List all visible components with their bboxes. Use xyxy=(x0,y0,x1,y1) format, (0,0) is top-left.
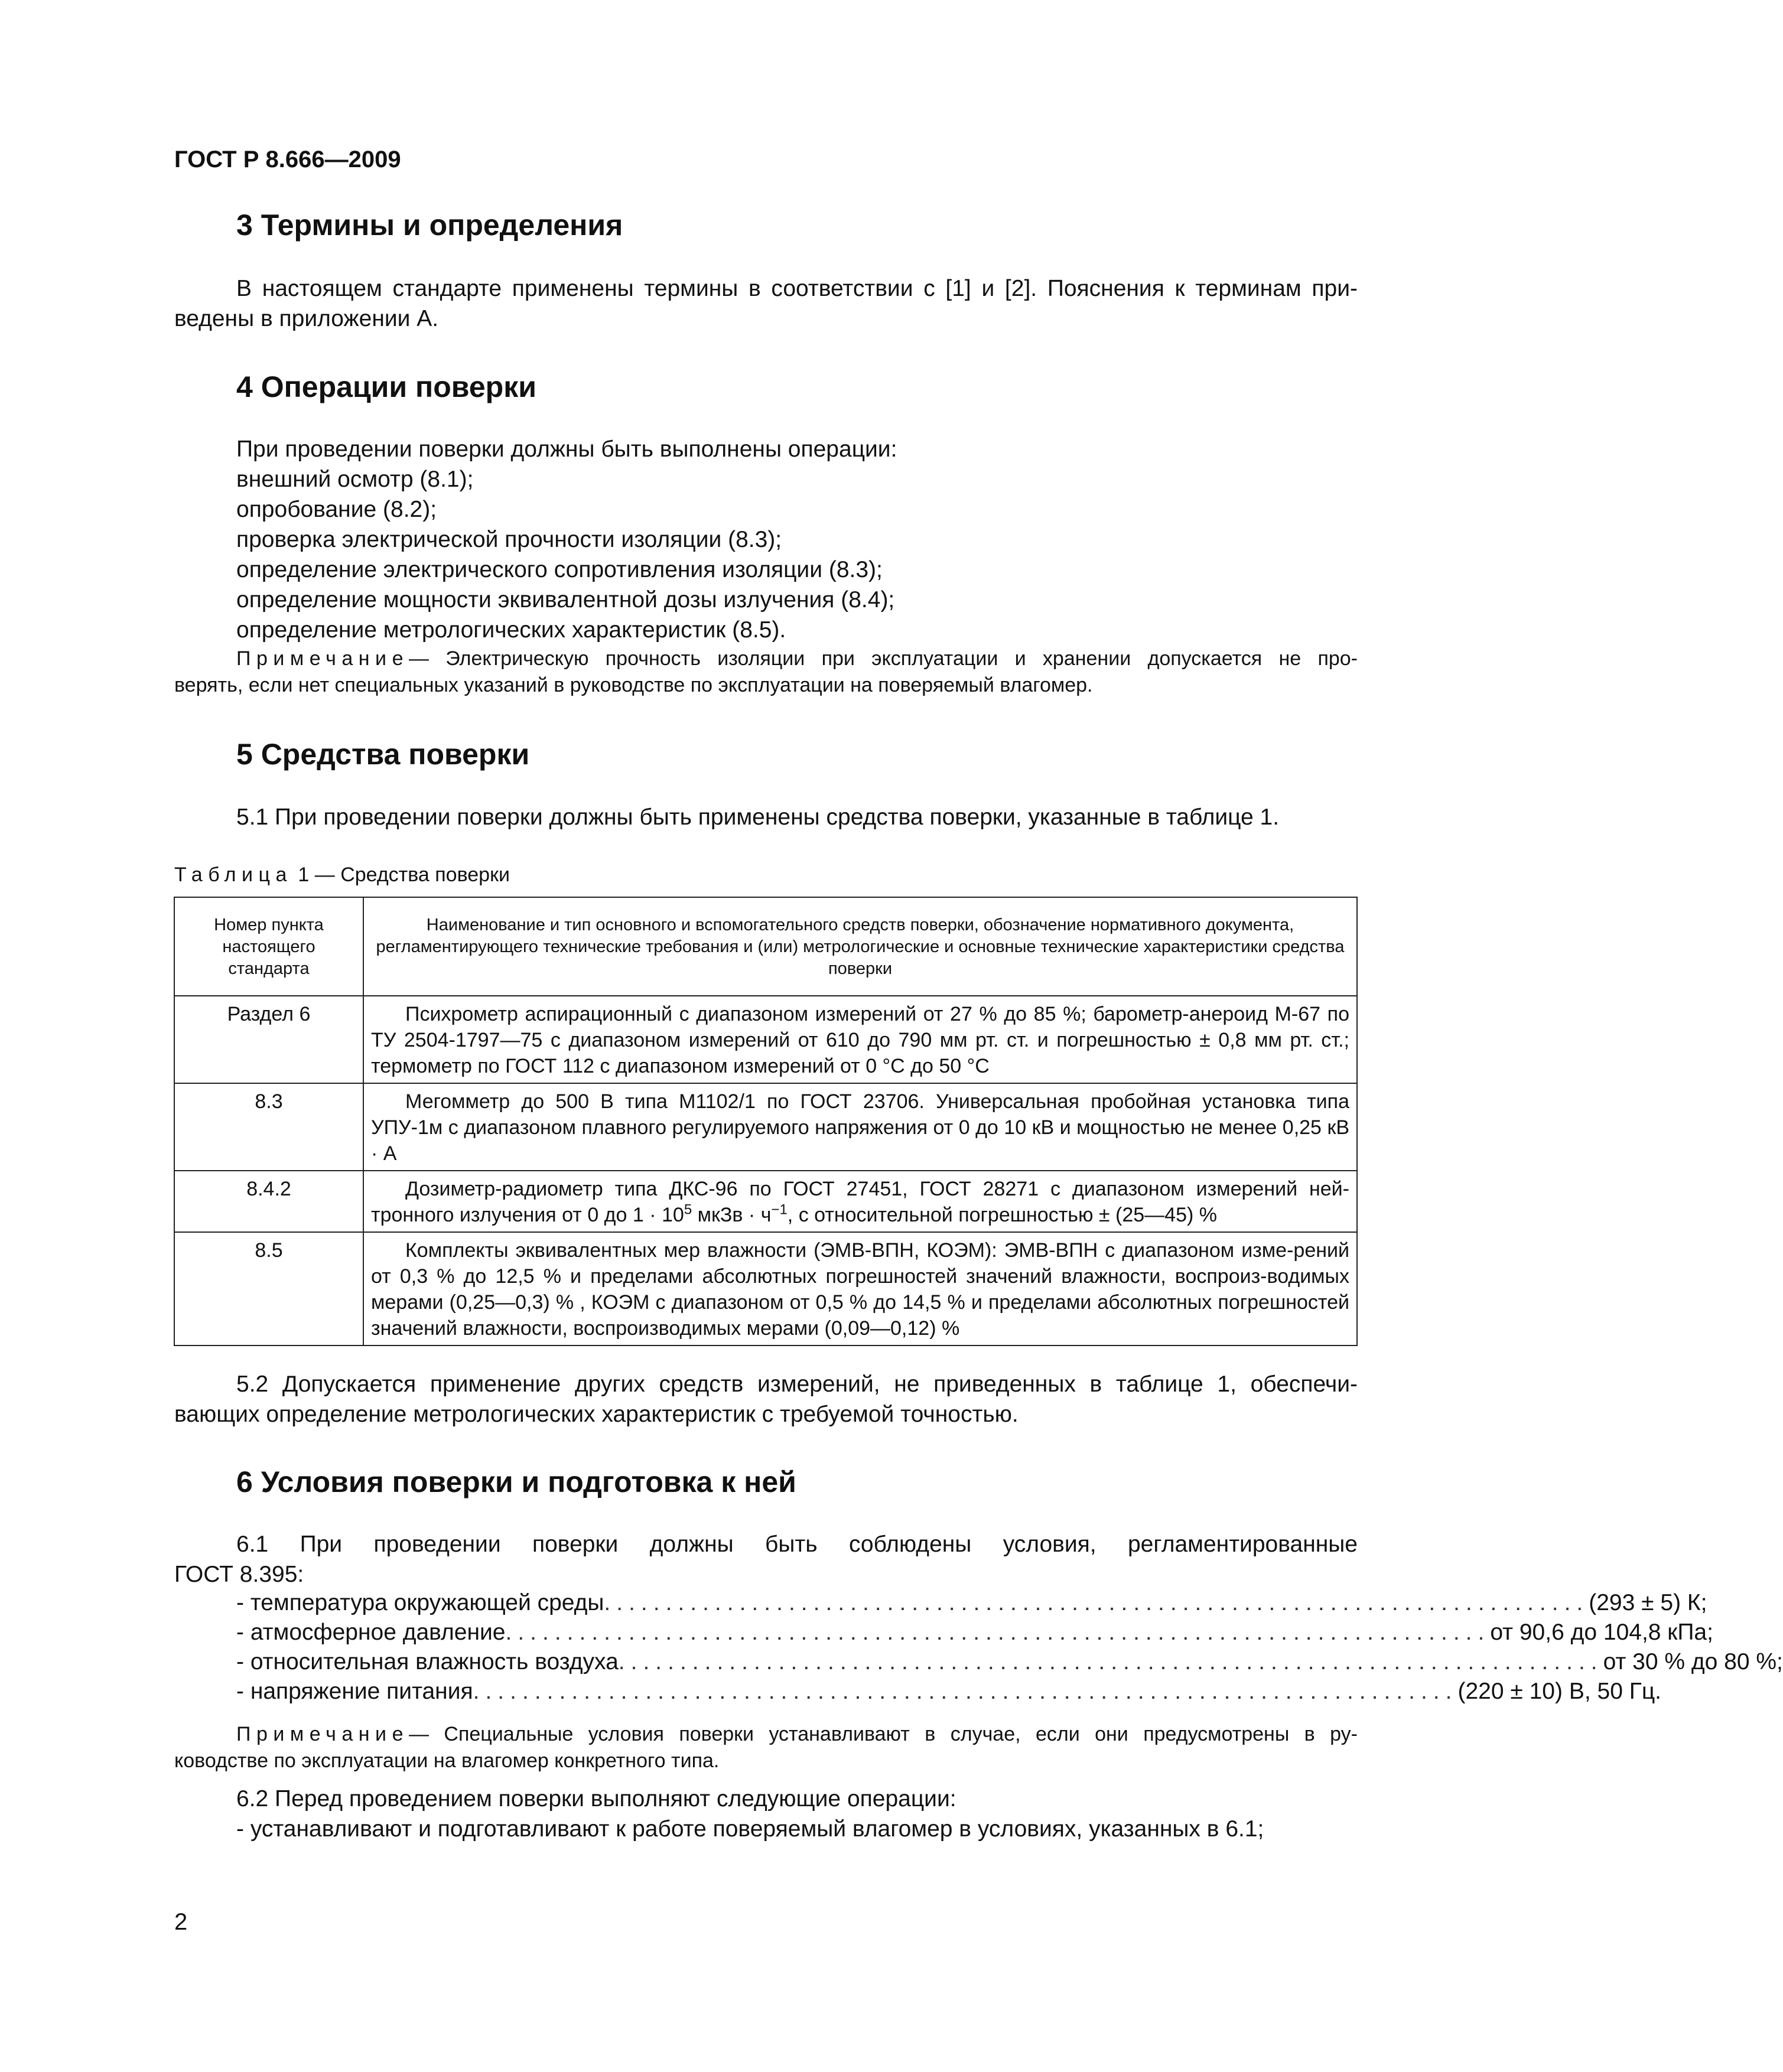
note-label: Примечание xyxy=(236,647,409,670)
dot-leader: ................................................................................ xyxy=(618,1649,1603,1674)
page-number: 2 xyxy=(174,1909,188,1935)
list-item: определение мощности эквивалентной дозы излучения (8.4); xyxy=(236,587,895,613)
section-5-1-paragraph: 5.1 При проведении поверки должны быть применены средства поверки, указанные в таблице 1. xyxy=(236,804,1280,830)
table-cell-number: Раздел 6 xyxy=(174,996,363,1083)
standard-header: ГОСТ Р 8.666—2009 xyxy=(174,146,401,172)
list-item: проверка электрической прочности изоляции (8.3); xyxy=(236,527,782,552)
condition-value: от 90,6 до 104,8 кПа; xyxy=(1490,1620,1713,1645)
section-5-2-line2: вающих определение метрологических характеристик с требуемой точностью. xyxy=(174,1402,1019,1427)
table-cell-text-content xyxy=(371,1176,1349,1228)
superscript: 5 xyxy=(684,1201,692,1218)
condition-row xyxy=(236,1647,1783,1677)
section-6-note-line1 xyxy=(236,1721,1358,1748)
table-caption-text: 1 — Средства поверки xyxy=(292,864,510,886)
section-5-heading: 5 Средства поверки xyxy=(236,738,530,771)
list-item: внешний осмотр (8.1); xyxy=(236,467,474,492)
table-row xyxy=(174,996,1357,1083)
list-item: опробование (8.2); xyxy=(236,497,437,522)
dot-leader: ................................................................................ xyxy=(505,1620,1491,1645)
table-row xyxy=(174,1083,1357,1171)
condition-value: от 30 % до 80 %; xyxy=(1603,1649,1783,1674)
section-6-1-line1: 6.1 При проведении поверки должны быть соблюдены условия, регламентированные xyxy=(236,1532,1358,1557)
note-label: Примечание xyxy=(236,1723,409,1745)
table-caption xyxy=(174,864,510,887)
condition-row xyxy=(236,1588,1707,1618)
section-3-paragraph-line1: В настоящем стандарте применены термины в соответствии с [1] и [2]. Пояснения к терминам при- xyxy=(236,276,1358,301)
table-header-description: Наименование и тип основного и вспомогательного средств поверки, обозначение нормативного документа, регламентирующего технические требования и (или) метрологические и основные технические характеристики средства поверки xyxy=(363,897,1357,996)
table-cell-number: 8.4.2 xyxy=(174,1171,363,1232)
table-cell-text-content: Мегомметр до 500 В типа М1102/1 по ГОСТ 23706. Универсальная пробойная установка типа УПУ-1м с диапазоном плавного регулируемого напряжения от 0 до 10 кВ и мощностью не менее 0,25 кВ · А xyxy=(371,1090,1349,1165)
section-6-1-line2: ГОСТ 8.395: xyxy=(174,1562,304,1587)
section-6-note-line2: ководстве по эксплуатации на влагомер конкретного типа. xyxy=(174,1750,720,1772)
condition-row xyxy=(236,1677,1662,1706)
cell-text-part: Дозиметр-радиометр типа ДКС-96 по ГОСТ 27451, ГОСТ 28271 с диапазоном измерений ней-тронного излучения от 0 до 1 · 10 xyxy=(371,1178,1349,1226)
table-cell-text xyxy=(363,996,1357,1083)
table-header-row xyxy=(174,897,1357,996)
condition-row xyxy=(236,1618,1713,1647)
list-item: определение электрического сопротивления изоляции (8.3); xyxy=(236,557,883,582)
table-caption-label: Таблица xyxy=(174,864,292,886)
table-cell-text xyxy=(363,1232,1357,1346)
section-6-2-item: - устанавливают и подготавливают к работе поверяемый влагомер в условиях, указанных в 6.1; xyxy=(236,1816,1264,1842)
table-row xyxy=(174,1232,1357,1346)
list-item: определение метрологических характеристик (8.5). xyxy=(236,617,786,643)
verification-means-table xyxy=(174,897,1358,1346)
table-cell-text-content: Психрометр аспирационный с диапазоном измерений от 27 % до 85 %; барометр-анероид М-67 по ТУ 2504-1797—75 с диапазоном измерений от 610 до 790 мм рт. ст. и погрешностью ± 0,8 мм рт. ст.; термометр по ГОСТ 112 с диапазоном измерений от 0 °С до 50 °С xyxy=(371,1003,1349,1077)
table-cell-number: 8.3 xyxy=(174,1083,363,1171)
note-text: — Специальные условия поверки устанавливают в случае, если они предусмотрены в ру- xyxy=(409,1723,1358,1745)
condition-label: - относительная влажность воздуха xyxy=(236,1649,619,1674)
superscript: −1 xyxy=(771,1201,788,1218)
table-header-number: Номер пункта настоящего стандарта xyxy=(174,897,363,996)
section-4-heading: 4 Операции поверки xyxy=(236,370,536,403)
conditions-list xyxy=(236,1588,1783,1706)
dot-leader: ................................................................................ xyxy=(473,1679,1458,1704)
section-4-intro: При проведении поверки должны быть выполнены операции: xyxy=(236,436,897,462)
section-6-heading: 6 Условия поверки и подготовка к ней xyxy=(236,1465,796,1498)
table-cell-number: 8.5 xyxy=(174,1232,363,1346)
condition-value: (220 ± 10) В, 50 Гц. xyxy=(1457,1679,1662,1704)
section-4-list xyxy=(236,434,897,645)
condition-label: - атмосферное давление xyxy=(236,1620,506,1645)
note-text: — Электрическую прочность изоляции при эксплуатации и хранении допускается не про- xyxy=(409,647,1358,670)
table-row xyxy=(174,1171,1357,1232)
section-4-note-line1 xyxy=(236,646,1358,672)
table-cell-text-content: Комплекты эквивалентных мер влажности (ЭМВ-ВПН, КОЭМ): ЭМВ-ВПН с диапазоном изме-рений от 0,3 % до 12,5 % и пределами абсолютных погрешностей значений влажности, воспроиз-водимых мерами (0,25—0,3) % , КОЭМ с диапазоном от 0,5 % до 14,5 % и пределами абсолютных погрешностей значений влажности, воспроизводимых мерами (0,09—0,12) % xyxy=(371,1239,1349,1340)
section-4-note-line2: верять, если нет специальных указаний в руководстве по эксплуатации на поверяемый влагомер. xyxy=(174,674,1093,696)
condition-label: - температура окружающей среды xyxy=(236,1590,604,1615)
cell-text-part: , с относительной погрешностью ± (25—45) % xyxy=(787,1204,1217,1226)
dot-leader: ................................................................................ xyxy=(604,1590,1589,1615)
condition-value: (293 ± 5) К; xyxy=(1589,1590,1707,1615)
section-3-heading: 3 Термины и определения xyxy=(236,208,623,242)
table-cell-text xyxy=(363,1171,1357,1232)
section-5-2-line1: 5.2 Допускается применение других средств измерений, не приведенных в таблице 1, обеспечи- xyxy=(236,1371,1358,1397)
section-3-paragraph-line2: ведены в приложении А. xyxy=(174,306,439,331)
section-6-2-paragraph: 6.2 Перед проведением поверки выполняют следующие операции: xyxy=(236,1786,956,1812)
condition-label: - напряжение питания xyxy=(236,1679,473,1704)
cell-text-part: мкЗв · ч xyxy=(692,1204,772,1226)
table-cell-text xyxy=(363,1083,1357,1171)
